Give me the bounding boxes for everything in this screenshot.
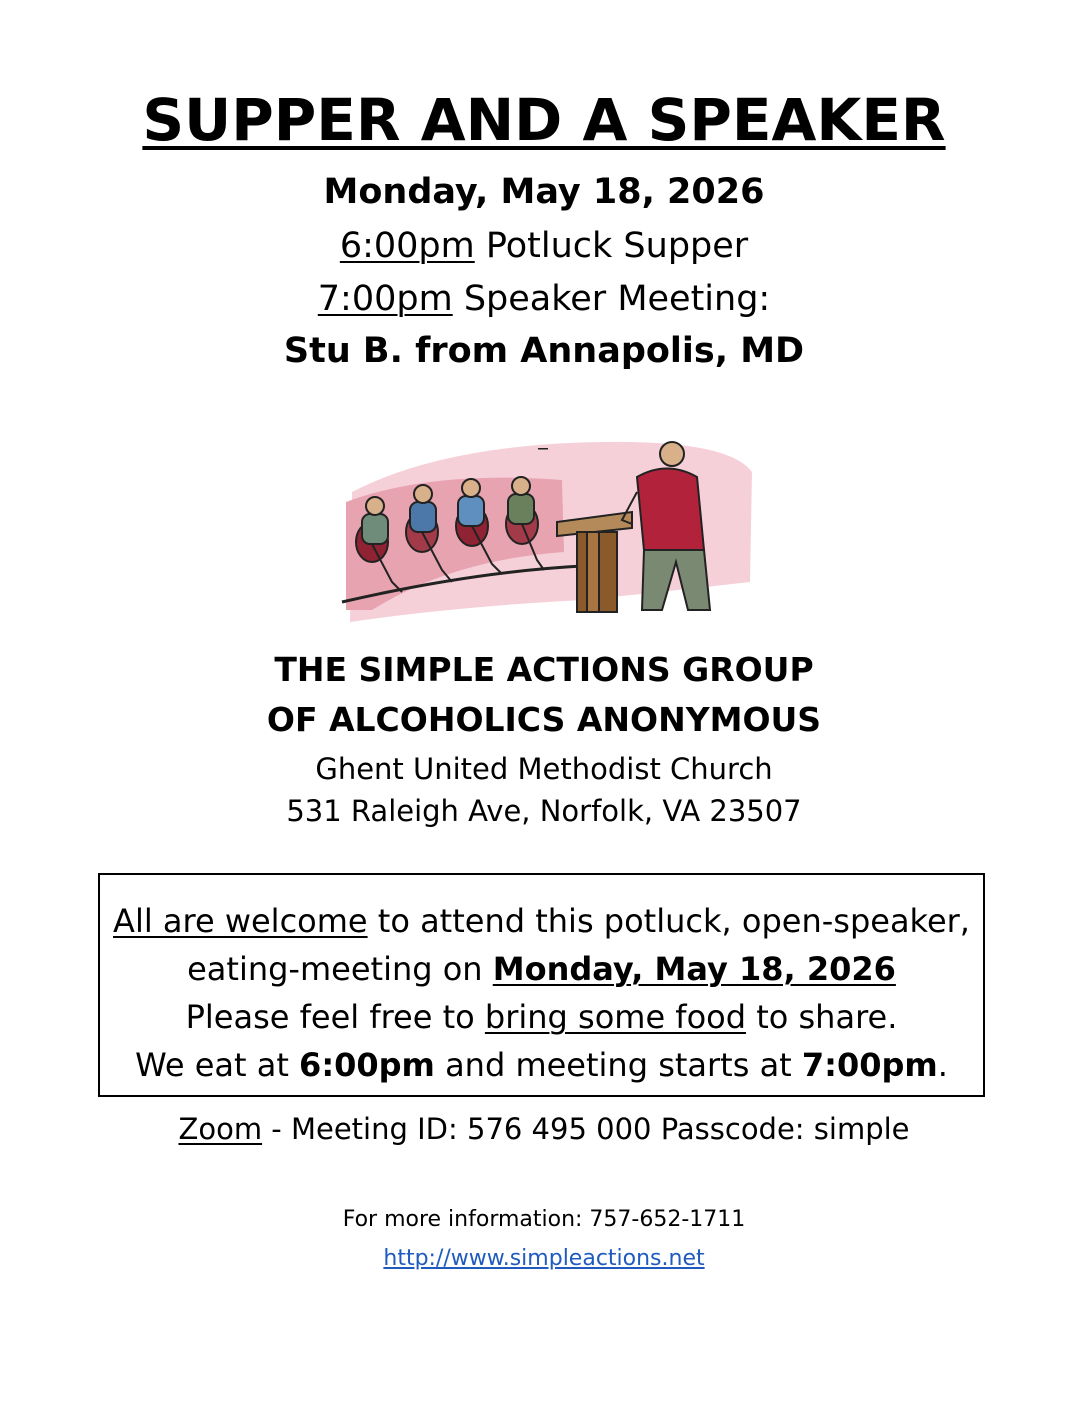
venue-name: Ghent United Methodist Church [315, 752, 773, 786]
website-link-line [0, 1246, 1088, 1271]
zoom-details: - Meeting ID: 576 495 000 Passcode: simple [262, 1112, 910, 1146]
venue-address: 531 Raleigh Ave, Norfolk, VA 23507 [286, 794, 802, 828]
info-line: For more information: 757-652-1711 [342, 1207, 746, 1232]
notice-box [98, 873, 985, 1097]
free-text: Please feel free to [185, 998, 485, 1036]
share-text: to share. [746, 998, 898, 1036]
period: . [937, 1046, 948, 1084]
meeting-label: Speaker Meeting: [452, 279, 771, 319]
group-name-line1: THE SIMPLE ACTIONS GROUP [274, 650, 814, 689]
welcome-text: All are welcome [113, 902, 368, 940]
speaker-audience-clipart-icon [332, 432, 756, 624]
notice-line-4 [100, 1041, 983, 1089]
attend-text: to attend this potluck, open-speaker, [367, 902, 970, 940]
page-title: SUPPER AND A SPEAKER [142, 86, 946, 154]
eating-text: eating-meeting on [187, 950, 493, 988]
website-link[interactable]: http://www.simpleactions.net [383, 1246, 705, 1271]
meeting-time: 7:00pm [317, 279, 453, 319]
notice-line-2 [100, 945, 983, 993]
supper-line [0, 226, 1088, 266]
group-name-line2: OF ALCOHOLICS ANONYMOUS [266, 700, 822, 739]
supper-time: 6:00pm [339, 226, 475, 266]
eat-time: 6:00pm [299, 1046, 435, 1084]
starts-text: and meeting starts at [434, 1046, 802, 1084]
zoom-line [0, 1112, 1088, 1146]
event-date: Monday, May 18, 2026 [323, 172, 765, 212]
notice-date: Monday, May 18, 2026 [492, 950, 896, 988]
meeting-line [0, 279, 1088, 319]
zoom-label: Zoom [178, 1112, 263, 1146]
start-time: 7:00pm [801, 1046, 938, 1084]
speaker-name: Stu B. from Annapolis, MD [283, 331, 805, 371]
notice-line-1 [100, 897, 983, 945]
supper-label: Potluck Supper [474, 226, 749, 266]
notice-line-3 [100, 993, 983, 1041]
bring-food-text: bring some food [484, 998, 747, 1036]
eat-text: We eat at [135, 1046, 300, 1084]
